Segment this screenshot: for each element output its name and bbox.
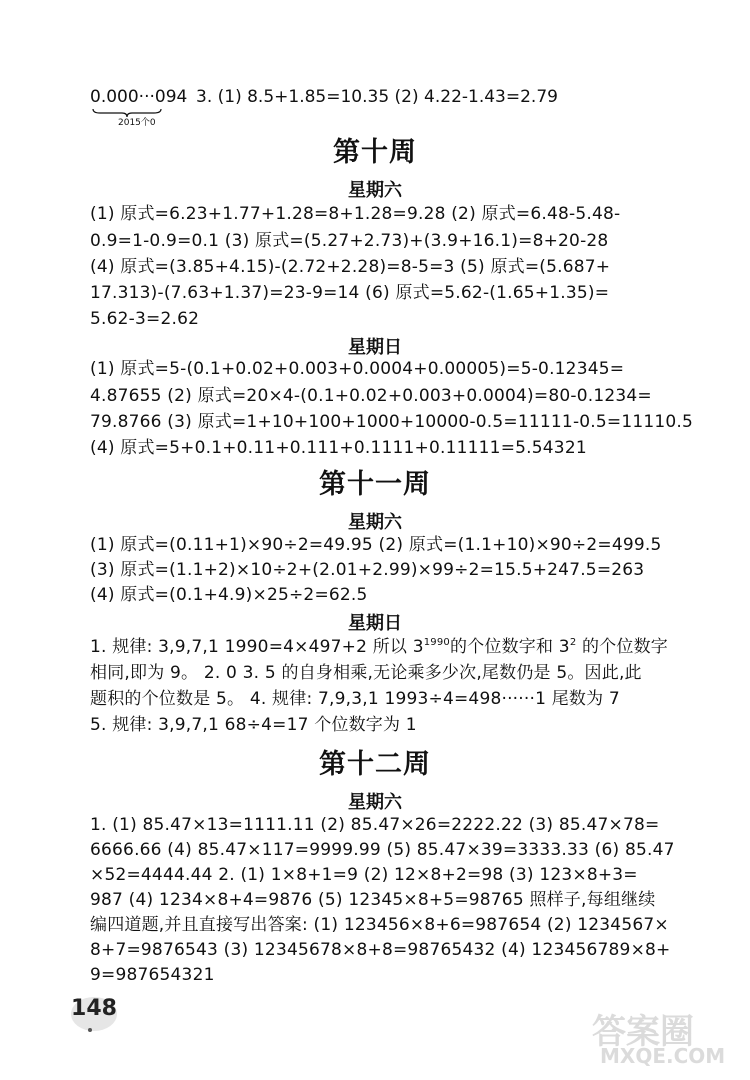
exponent: 2: [569, 637, 577, 648]
exponent: 1990: [423, 637, 450, 648]
brace-note: 2015个0: [118, 118, 156, 128]
answer-line-with-powers: [90, 635, 668, 659]
answer-line: 5.62-3=2.62: [90, 309, 200, 329]
week-title: 第十二周: [319, 749, 431, 780]
answer-line: 1. (1) 85.47×13=1111.11 (2) 85.47×26=2222.22 (3) 85.47×78=: [90, 815, 660, 835]
answer-line: (1) 原式=6.23+1.77+1.28=8+1.28=9.28 (2) 原式=6.48-5.48-: [90, 204, 621, 224]
day-title: 星期六: [348, 180, 402, 201]
answer-line: ×52=4444.44 2. (1) 1×8+1=9 (2) 12×8+2=98 (3) 123×8+3=: [90, 865, 638, 885]
answer-line: (3) 原式=(1.1+2)×10÷2+(2.01+2.99)×99÷2=15.5+247.5=263: [90, 560, 645, 580]
day-title: 星期日: [348, 613, 402, 634]
answer-line-top: 3. (1) 8.5+1.85=10.35 (2) 4.22-1.43=2.79: [196, 87, 558, 107]
page-number: 148: [71, 996, 117, 1021]
day-title: 星期六: [348, 792, 402, 813]
answer-line: 987 (4) 1234×8+4=9876 (5) 12345×8+5=98765 照样子,每组继续: [90, 890, 656, 910]
leading-number: 0.000···094: [90, 87, 188, 107]
line-part: 的个位数字和 3: [449, 637, 570, 657]
answer-line: 5. 规律: 3,9,7,1 68÷4=17 个位数字为 1: [90, 715, 417, 735]
answer-line: 79.8766 (3) 原式=1+10+100+1000+10000-0.5=11111-0.5=11110.5: [90, 412, 694, 432]
answer-line: 4.87655 (2) 原式=20×4-(0.1+0.02+0.003+0.0004)=80-0.1234=: [90, 386, 652, 406]
watermark-url: MXQE.COM: [600, 1044, 726, 1068]
answer-line: 9=987654321: [90, 965, 215, 985]
answer-line: (4) 原式=(0.1+4.9)×25÷2=62.5: [90, 585, 368, 605]
answer-line: 17.313)-(7.63+1.37)=23-9=14 (6) 原式=5.62-(1.65+1.35)=: [90, 283, 610, 303]
answer-line: (1) 原式=(0.11+1)×90÷2=49.95 (2) 原式=(1.1+10)×90÷2=499.5: [90, 535, 662, 555]
watermark-text: 答案圈: [592, 1012, 694, 1052]
line-part: 1. 规律: 3,9,7,1 1990=4×497+2 所以 3: [90, 637, 424, 657]
answer-line: 8+7=9876543 (3) 12345678×8+8=98765432 (4) 123456789×8+: [90, 940, 671, 960]
answer-line: 题积的个位数是 5。 4. 规律: 7,9,3,1 1993÷4=498······1 尾数为 7: [90, 689, 620, 709]
answer-line: (1) 原式=5-(0.1+0.02+0.003+0.0004+0.00005)=5-0.12345=: [90, 359, 625, 379]
watermark-logo: [592, 1004, 742, 1074]
day-title: 星期日: [348, 337, 402, 358]
day-title: 星期六: [348, 512, 402, 533]
brace-number: [90, 86, 188, 128]
line-part: 的个位数字: [576, 637, 668, 657]
answer-line: 6666.66 (4) 85.47×117=9999.99 (5) 85.47×39=3333.33 (6) 85.47: [90, 840, 675, 860]
week-title: 第十周: [333, 137, 417, 168]
answer-line: 相同,即为 9。 2. 0 3. 5 的自身相乘,无论乘多少次,尾数仍是 5。因此,此: [90, 663, 642, 683]
week-title: 第十一周: [319, 469, 431, 500]
answer-line: 0.9=1-0.9=0.1 (3) 原式=(5.27+2.73)+(3.9+16.1)=8+20-28: [90, 231, 609, 251]
answer-line: 编四道题,并且直接写出答案: (1) 123456×8+6=987654 (2) 1234567×: [90, 915, 669, 935]
answer-line: (4) 原式=5+0.1+0.11+0.111+0.1111+0.11111=5.54321: [90, 438, 587, 458]
answer-line: (4) 原式=(3.85+4.15)-(2.72+2.28)=8-5=3 (5) 原式=(5.687+: [90, 257, 611, 277]
